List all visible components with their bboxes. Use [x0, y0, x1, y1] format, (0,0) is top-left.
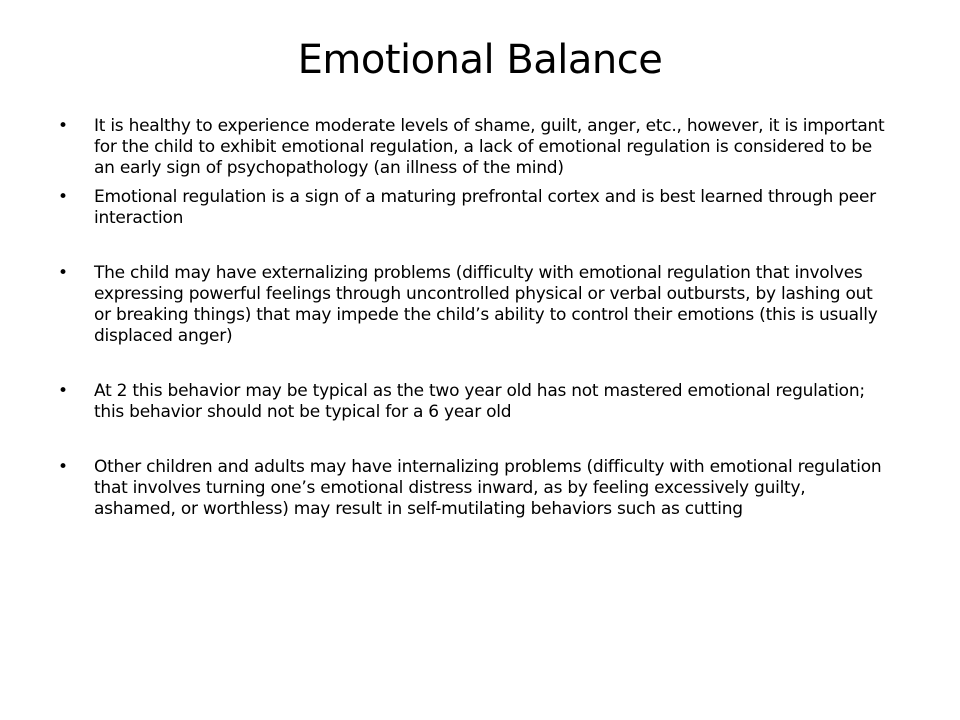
bullet-item — [58, 187, 888, 229]
bullet-dot-icon: • — [58, 457, 68, 477]
bullet-dot-icon: • — [58, 187, 68, 207]
bullet-item — [58, 263, 888, 347]
bullet-text: Emotional regulation is a sign of a maturing prefrontal cortex and is best learned through peer interaction — [94, 187, 876, 228]
bullet-dot-icon: • — [58, 263, 68, 283]
bullet-item — [58, 116, 888, 179]
bullet-dot-icon: • — [58, 381, 68, 401]
bullet-dot-icon: • — [58, 116, 68, 136]
bullet-text: At 2 this behavior may be typical as the two year old has not mastered emotional regulation; this behavior should not be typical for a 6 year old — [94, 381, 865, 422]
slide-title: Emotional Balance — [297, 37, 663, 83]
bullet-text: Other children and adults may have internalizing problems (difficulty with emotional regulation that involves turning one’s emotional distress inward, as by feeling excessively guilty, ashamed, or worthless) may result in self-mutilating behaviors such as cutting — [94, 457, 882, 519]
bullet-item — [58, 381, 888, 423]
bullet-text: The child may have externalizing problems (difficulty with emotional regulation that involves expressing powerful feelings through uncontrolled physical or verbal outbursts, by lashing out or breaking things) that may impede the child’s ability to control their emotions (this is usually displaced anger) — [94, 263, 878, 346]
bullet-text: It is healthy to experience moderate levels of shame, guilt, anger, etc., however, it is important for the child to exhibit emotional regulation, a lack of emotional regulation is considered to be an early sign of psychopathology (an illness of the mind) — [94, 116, 885, 178]
bullet-list — [58, 116, 888, 528]
bullet-item — [58, 457, 888, 520]
